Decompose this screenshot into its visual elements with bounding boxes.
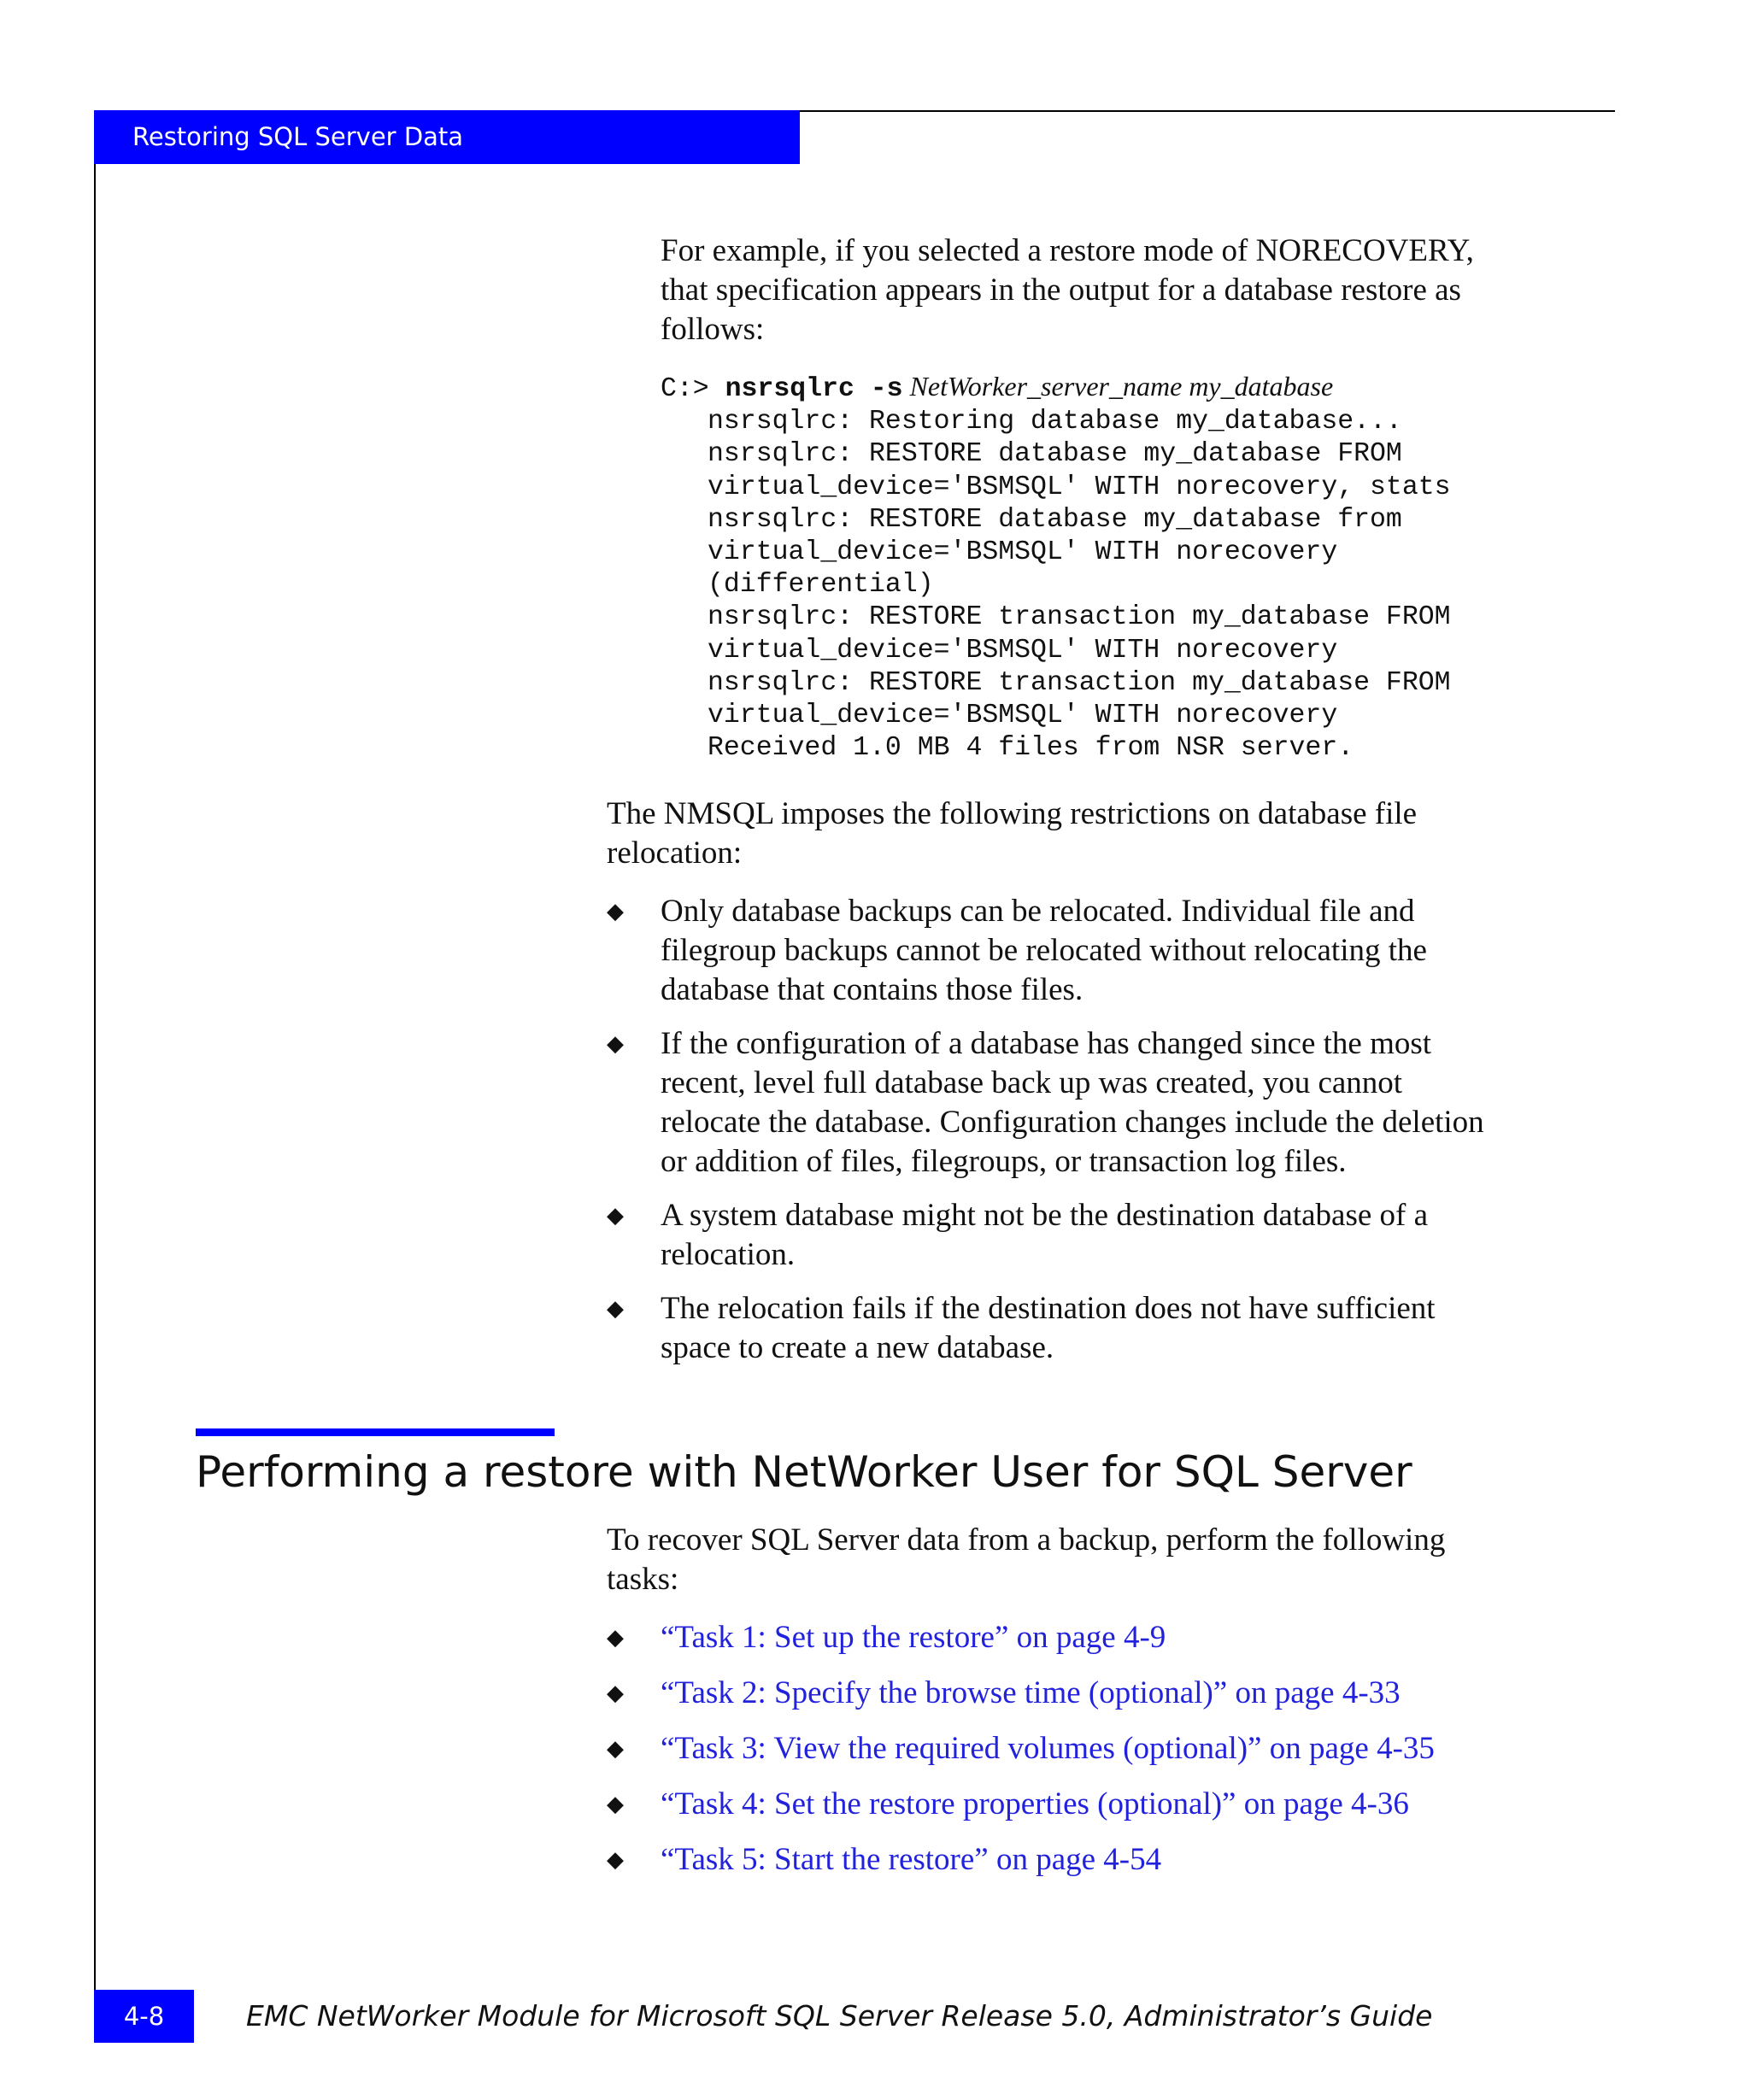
- intro-line: For example, if you selected a restore mode of NORECOVERY,: [661, 233, 1474, 268]
- footer-title: EMC NetWorker Module for Microsoft SQL Server Release 5.0, Administrator’s Guide: [246, 1999, 1433, 2033]
- diamond-bullet-icon: ◆: [607, 1625, 624, 1651]
- list-item: ◆ Only database backups can be relocated. Individual file and filegroup backups cannot be relocated without relocating the database that contains those files.: [607, 894, 1427, 1007]
- command-output-line: nsrsqlrc: RESTORE transaction my_database FROM: [708, 602, 1451, 633]
- left-margin-rule: [94, 110, 96, 2033]
- section-accent-bar: [196, 1428, 555, 1436]
- command-output-line: nsrsqlrc: RESTORE database my_database from: [708, 504, 1402, 535]
- command-output-line: nsrsqlrc: Restoring database my_database...: [708, 407, 1402, 437]
- command-output-line: virtual_device='BSMSQL' WITH norecovery: [708, 537, 1338, 568]
- command-example: [661, 370, 1451, 765]
- diamond-bullet-icon: ◆: [607, 1736, 624, 1762]
- diamond-bullet-icon: ◆: [607, 1847, 624, 1873]
- command-output-line: nsrsqlrc: RESTORE transaction my_database FROM: [708, 667, 1451, 698]
- intro-paragraph: [661, 232, 1474, 349]
- command-output-line: (differential): [708, 570, 934, 601]
- diamond-bullet-icon: ◆: [607, 1296, 624, 1322]
- command-output-line: virtual_device='BSMSQL' WITH norecovery: [708, 701, 1338, 731]
- list-item: ◆ The relocation fails if the destination does not have sufficient space to create a new database.: [607, 1291, 1436, 1365]
- diamond-bullet-icon: ◆: [607, 1203, 624, 1229]
- restrictions-intro-line: The NMSQL imposes the following restrictions on database file: [607, 796, 1418, 831]
- task-link-list: [607, 1618, 1435, 1880]
- command-prompt: C:>: [661, 374, 725, 404]
- section-heading: Performing a restore with NetWorker User for SQL Server: [196, 1447, 1412, 1497]
- restrictions-list: [607, 892, 1484, 1368]
- running-header: [94, 110, 800, 164]
- section-intro-line: To recover SQL Server data from a backup, perform the following: [607, 1522, 1446, 1557]
- restrictions-intro: [607, 795, 1417, 873]
- task-link[interactable]: ◆ “Task 4: Set the restore properties (optional)” on page 4-36: [607, 1785, 1435, 1824]
- task-link[interactable]: ◆ “Task 3: View the required volumes (optional)” on page 4-35: [607, 1729, 1435, 1769]
- diamond-bullet-icon: ◆: [607, 899, 624, 924]
- list-item: ◆ A system database might not be the destination database of a relocation.: [607, 1198, 1429, 1272]
- diamond-bullet-icon: ◆: [607, 1792, 624, 1817]
- task-link[interactable]: ◆ “Task 1: Set up the restore” on page 4-9: [607, 1618, 1435, 1657]
- header-section-label: Restoring SQL Server Data: [132, 122, 464, 151]
- task-link[interactable]: ◆ “Task 2: Specify the browse time (optional)” on page 4-33: [607, 1674, 1435, 1713]
- command-output-line: Received 1.0 MB 4 files from NSR server.: [708, 733, 1354, 764]
- restrictions-intro-line: relocation:: [607, 836, 743, 871]
- diamond-bullet-icon: ◆: [607, 1031, 624, 1057]
- task-link[interactable]: ◆ “Task 5: Start the restore” on page 4-54: [607, 1840, 1435, 1880]
- intro-line: follows:: [661, 312, 765, 347]
- command-name: nsrsqlrc -s: [725, 374, 903, 404]
- command-arguments: NetWorker_server_name my_database: [902, 371, 1334, 402]
- diamond-bullet-icon: ◆: [607, 1681, 624, 1706]
- section-intro-line: tasks:: [607, 1562, 679, 1597]
- page-number: 4-8: [94, 1990, 194, 2043]
- command-output-line: nsrsqlrc: RESTORE database my_database FROM: [708, 439, 1402, 470]
- command-output-line: virtual_device='BSMSQL' WITH norecovery, stats: [708, 472, 1451, 502]
- command-output-line: virtual_device='BSMSQL' WITH norecovery: [708, 635, 1338, 666]
- list-item: ◆ If the configuration of a database has changed since the most recent, level full database back up was created, you cannot relocate the database. Configuration changes include the deletion or addition of files, filegroups, or transaction log files.: [607, 1026, 1484, 1179]
- section-intro: [607, 1521, 1445, 1599]
- intro-line: that specification appears in the output for a database restore as: [661, 273, 1461, 308]
